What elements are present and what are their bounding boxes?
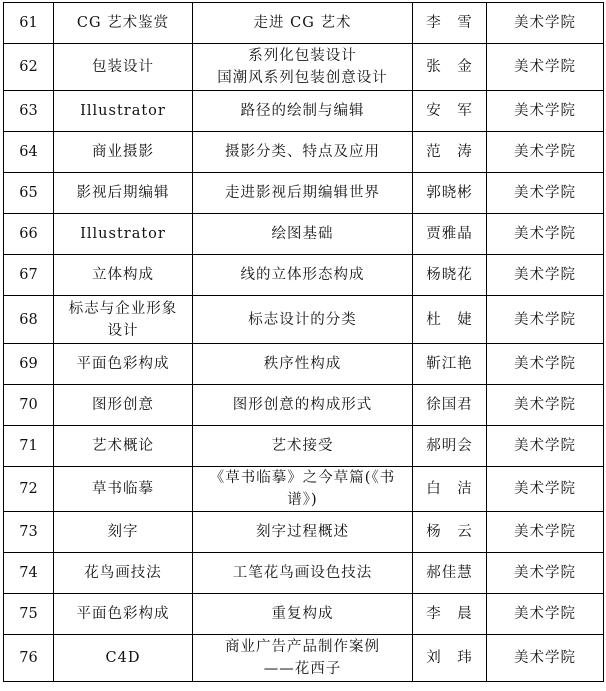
course-name-cell [54,132,193,173]
lesson-topic-cell-line: 走进 CG 艺术 [253,15,352,31]
lesson-topic-cell-line: ——花西子 [263,661,342,677]
lesson-topic-cell-line: 走进影视后期编辑世界 [225,185,380,201]
course-name-cell-line: Illustrator [80,103,166,119]
row-number-cell: 74 [4,553,54,594]
course-name-cell-line: 设计 [107,322,139,339]
lesson-topic-cell [193,635,413,682]
course-name-cell [54,467,193,512]
lesson-topic-cell-line: 系列化包装设计 [248,48,357,64]
lesson-topic-cell [193,344,413,385]
course-name-cell [54,296,193,344]
college-cell: 美术学院 [487,344,604,385]
course-name-cell-line: 平面色彩构成 [76,356,170,372]
course-name-cell-line: 包装设计 [92,59,154,75]
table-row [4,91,604,132]
course-name-cell-line: 艺术概论 [92,438,154,454]
teacher-cell: 杜 婕 [413,296,487,344]
college-cell: 美术学院 [487,214,604,255]
lesson-topic-cell [193,426,413,467]
table-row [4,512,604,553]
teacher-cell: 郭晓彬 [413,173,487,214]
row-number-cell: 73 [4,512,54,553]
course-name-cell [54,214,193,255]
course-name-cell-line: C4D [105,650,141,666]
lesson-topic-cell [193,553,413,594]
lesson-topic-cell-line: 秩序性构成 [263,356,342,372]
table-row [4,44,604,91]
course-name-cell-line: 商业摄影 [92,144,154,160]
college-cell: 美术学院 [487,512,604,553]
lesson-topic-cell [193,385,413,426]
row-number-cell: 65 [4,173,54,214]
college-cell: 美术学院 [487,426,604,467]
course-name-cell-line: 草书临摹 [92,481,154,497]
teacher-cell: 李 雪 [413,3,487,44]
table-row [4,214,604,255]
college-cell: 美术学院 [487,635,604,682]
row-number-cell: 63 [4,91,54,132]
table-row [4,344,604,385]
teacher-cell: 安 军 [413,91,487,132]
lesson-topic-cell [193,214,413,255]
lesson-topic-cell [193,132,413,173]
college-cell: 美术学院 [487,91,604,132]
row-number-cell: 69 [4,344,54,385]
lesson-topic-cell [193,173,413,214]
course-name-cell [54,553,193,594]
college-cell: 美术学院 [487,385,604,426]
lesson-topic-cell [193,467,413,512]
course-name-cell [54,173,193,214]
row-number-cell: 61 [4,3,54,44]
row-number-cell: 67 [4,255,54,296]
row-number-cell: 75 [4,594,54,635]
college-cell: 美术学院 [487,173,604,214]
lesson-topic-cell-line: 工笔花鸟画设色技法 [232,565,373,581]
college-cell: 美术学院 [487,467,604,512]
course-name-cell [54,594,193,635]
teacher-cell: 徐国君 [413,385,487,426]
table-row [4,173,604,214]
row-number-cell: 66 [4,214,54,255]
lesson-topic-cell [193,255,413,296]
teacher-cell: 贾雅晶 [413,214,487,255]
college-cell: 美术学院 [487,553,604,594]
course-name-cell [54,44,193,91]
course-name-cell [54,385,193,426]
course-name-cell-line: Illustrator [80,226,166,242]
teacher-cell: 刘 玮 [413,635,487,682]
lesson-topic-cell-line: 摄影分类、特点及应用 [225,144,380,160]
teacher-cell: 白 洁 [413,467,487,512]
lesson-topic-cell [193,594,413,635]
row-number-cell: 62 [4,44,54,91]
lesson-topic-cell [193,44,413,91]
lesson-topic-cell [193,3,413,44]
course-name-cell [54,344,193,385]
teacher-cell: 张 金 [413,44,487,91]
course-name-cell [54,426,193,467]
course-name-cell [54,635,193,682]
lesson-topic-cell-line: 路径的绘制与编辑 [240,103,365,119]
row-number-cell: 70 [4,385,54,426]
lesson-topic-cell-line: 国潮风系列包装创意设计 [217,70,388,86]
lesson-topic-cell-line: 《草书临摹》之今草篇(《书谱》) [209,470,396,508]
row-number-cell: 64 [4,132,54,173]
college-cell: 美术学院 [487,255,604,296]
lesson-topic-cell-line: 图形创意的构成形式 [232,397,373,413]
table-row [4,426,604,467]
teacher-cell: 郝佳慧 [413,553,487,594]
table-row [4,467,604,512]
lesson-topic-cell-line: 标志设计的分类 [248,311,357,328]
college-cell: 美术学院 [487,132,604,173]
course-name-cell-line: 图形创意 [92,397,154,413]
row-number-cell: 76 [4,635,54,682]
lesson-topic-cell-line: 线的立体形态构成 [240,267,365,283]
college-cell: 美术学院 [487,44,604,91]
lesson-topic-cell-line: 绘图基础 [271,226,334,242]
row-number-cell: 72 [4,467,54,512]
row-number-cell: 71 [4,426,54,467]
table-row [4,635,604,682]
teacher-cell: 杨晓花 [413,255,487,296]
row-number-cell: 68 [4,296,54,344]
college-cell: 美术学院 [487,3,604,44]
course-name-cell-line: 花鸟画技法 [84,565,162,581]
course-name-cell [54,512,193,553]
course-name-cell-line: CG 艺术鉴赏 [76,15,170,31]
course-name-cell [54,91,193,132]
lesson-topic-cell-line: 重复构成 [271,606,334,622]
course-name-cell-line: 刻字 [107,524,139,540]
table-row [4,553,604,594]
teacher-cell: 靳江艳 [413,344,487,385]
table-row [4,594,604,635]
lesson-topic-cell [193,296,413,344]
table-row [4,132,604,173]
lesson-topic-cell-line: 商业广告产品制作案例 [225,639,380,655]
college-cell: 美术学院 [487,296,604,344]
teacher-cell: 范 涛 [413,132,487,173]
course-table [3,2,604,682]
lesson-topic-cell [193,91,413,132]
teacher-cell: 李 晨 [413,594,487,635]
lesson-topic-cell [193,512,413,553]
course-name-cell [54,3,193,44]
table-row [4,3,604,44]
table-row [4,296,604,344]
table-row [4,385,604,426]
lesson-topic-cell-line: 刻字过程概述 [256,524,349,540]
course-name-cell-line: 平面色彩构成 [76,606,170,622]
teacher-cell: 杨 云 [413,512,487,553]
course-table-body [4,3,604,682]
course-name-cell-line: 标志与企业形象 [68,300,178,317]
table-row [4,255,604,296]
course-name-cell-line: 立体构成 [92,267,154,283]
course-name-cell-line: 影视后期编辑 [76,185,170,201]
teacher-cell: 郝明会 [413,426,487,467]
lesson-topic-cell-line: 艺术接受 [271,438,334,454]
course-name-cell [54,255,193,296]
college-cell: 美术学院 [487,594,604,635]
